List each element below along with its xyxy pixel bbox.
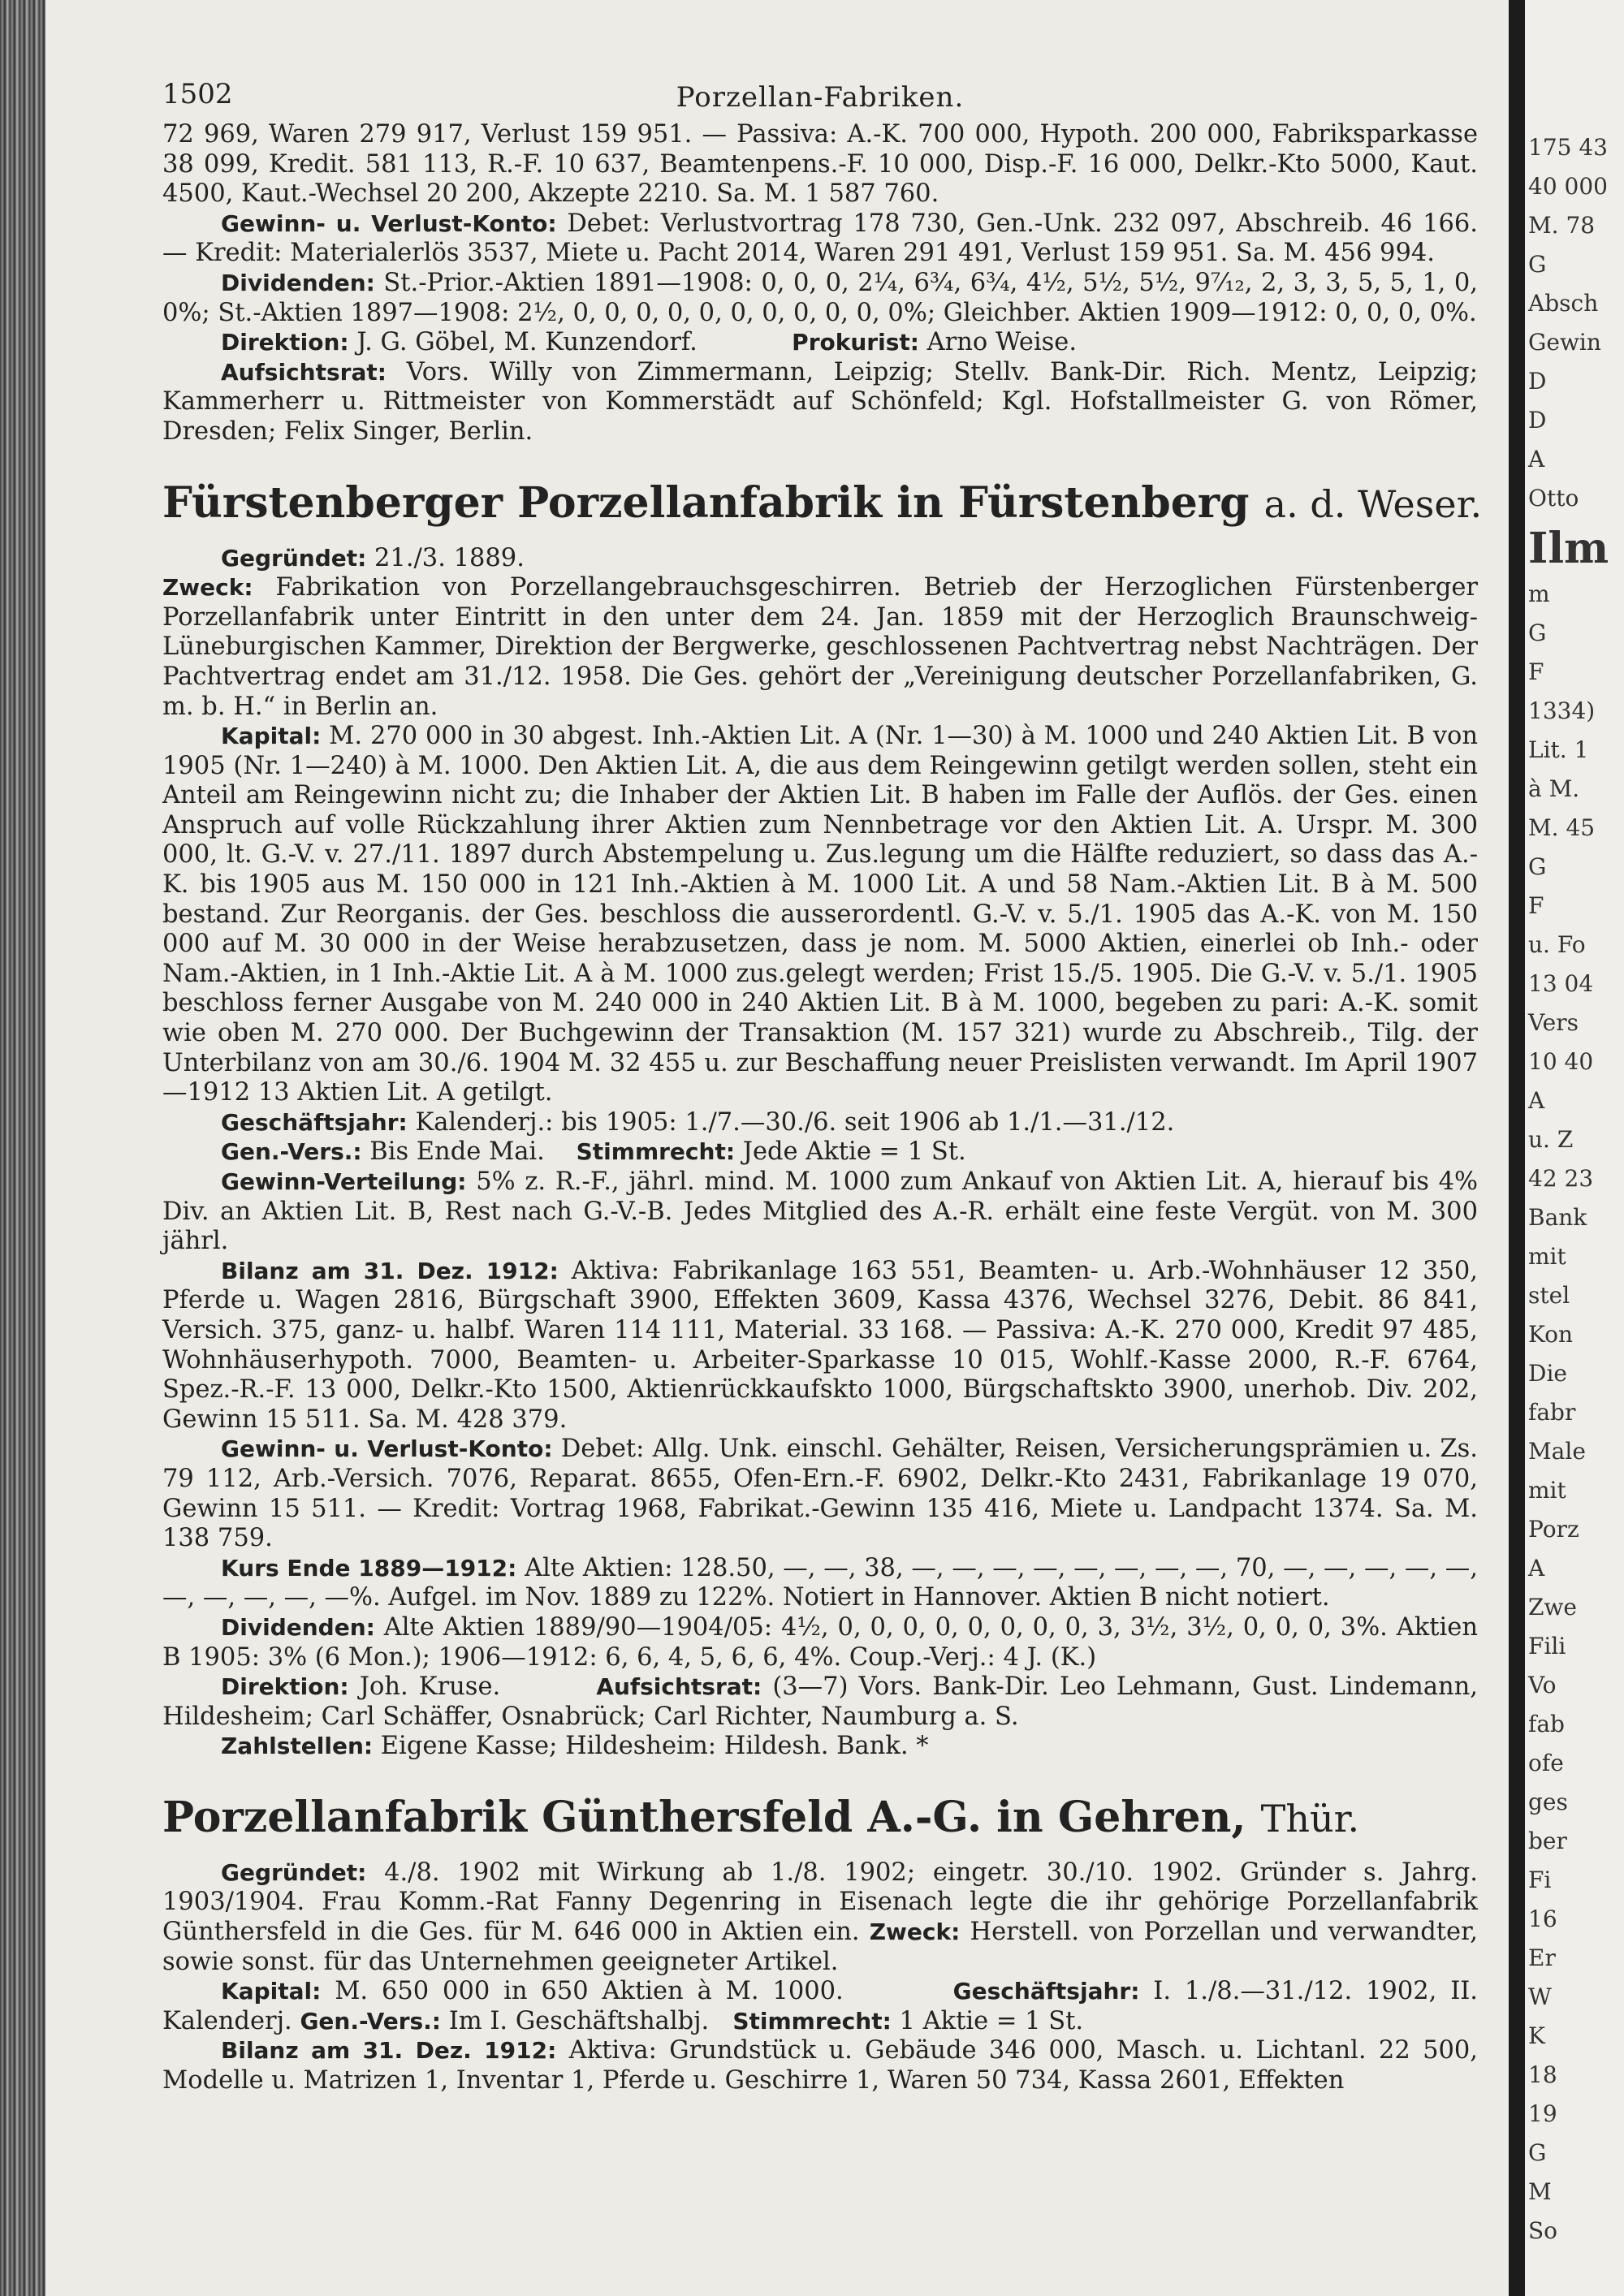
guv-text: Debet: Allg. Unk. einschl. Gehälter, Reisen, Versicherungsprämien u. Zs. 79 112, Arb.-Versich. 7076, Reparat. 8655, Ofen-Ern.-F. 6902, Delkr.-Kto 2431, Fabrikanlage 19 070, Gewinn 15 511. — Kredit: Vortrag 1968, Fabrikat.-Gewinn 135 416, Miete u. Landpacht 1374. Sa. M. 138 759.	[162, 1435, 1478, 1553]
gegruendet-text: 4./8. 1902 mit Wirkung ab 1./8. 1902; eingetr. 30./10. 1902. Gründer s. Jahrg. 1903/1904. Frau Komm.-Rat Fanny Degenring in Eisenach legte die ihr gehörige Porzellanfabrik Günthersfeld in die Ges. für M. 646 000 in Aktien ein.	[162, 1858, 1478, 1947]
margin-fragment: 18	[1528, 2061, 1557, 2088]
margin-fragment: G	[1528, 853, 1547, 880]
guv-paragraph	[162, 1435, 1478, 1553]
prev-bilanz-continuation: 72 969, Waren 279 917, Verlust 159 951. — Passiva: A.-K. 700 000, Hypoth. 200 000, Fabriksparkasse 38 099, Kredit. 581 113, R.-F. 10 637, Beamtenpens.-F. 10 000, Disp.-F. 16 000, Delkr.-Kto 5000, Kaut. 4500, Kaut.-Wechsel 20 200, Akzepte 2210. Sa. M. 1 587 760.	[162, 120, 1478, 209]
margin-fragment: 42 23	[1528, 1165, 1594, 1192]
kurs-label: Kurs Ende 1889—1912:	[221, 1554, 517, 1582]
geschaeftsjahr-label: Geschäftsjahr:	[221, 1108, 408, 1136]
kapital-text: M. 650 000 in 650 Aktien à M. 1000.	[335, 1977, 844, 2006]
margin-fragment: F	[1528, 892, 1544, 919]
company-location: a. d. Weser.	[1263, 481, 1483, 526]
company-name: Porzellanfabrik Günthersfeld A.-G. in Gehren,	[162, 1792, 1246, 1842]
dividenden-label: Dividenden:	[221, 1613, 375, 1641]
gegruendet-paragraph	[162, 544, 1478, 574]
kapital-label: Kapital:	[221, 723, 322, 750]
running-head: Porzellan-Fabriken.	[676, 81, 965, 114]
margin-fragment: u. Fo	[1528, 931, 1586, 958]
margin-fragment: 13 04	[1528, 970, 1594, 997]
margin-fragment: G	[1528, 619, 1547, 646]
margin-fragment: Porz	[1528, 1516, 1579, 1543]
direktion-label: Direktion:	[221, 329, 349, 356]
margin-fragment: Vers	[1528, 1009, 1579, 1036]
gewinnverteilung-text: 5% z. R.-F., jährl. mind. M. 1000 zum Ankauf von Aktien Lit. A, hierauf bis 4% Div. an Aktien Lit. B, Rest nach G.-V.-B. Jedes Mitglied des A.-R. erhält eine feste Vergüt. von M. 300 jährl.	[162, 1167, 1478, 1256]
guv-text: Debet: Verlustvortrag 178 730, Gen.-Unk. 232 097, Abschreib. 46 166. — Kredit: Materialerlös 3537, Miete u. Pacht 2014, Waren 291 491, Verlust 159 951. Sa. M. 456 994.	[162, 209, 1478, 268]
bilanz-paragraph	[162, 2036, 1478, 2095]
margin-fragment: W	[1528, 1983, 1552, 2010]
kurs-paragraph	[162, 1554, 1478, 1613]
company-name: Fürstenberger Porzellanfabrik in Fürstenberg	[162, 477, 1250, 528]
stimmrecht-text: 1 Aktie = 1 St.	[899, 2006, 1084, 2035]
kapital-label: Kapital:	[221, 1978, 322, 2005]
bilanz-label: Bilanz am 31. Dez. 1912:	[221, 2037, 557, 2065]
zahlstellen-label: Zahlstellen:	[221, 1733, 374, 1760]
margin-fragment: Vo	[1528, 1672, 1557, 1698]
page-divider	[1509, 0, 1525, 2296]
zweck-label: Zweck:	[162, 574, 253, 602]
company-title-fuerstenberg	[162, 477, 1483, 529]
margin-fragment: 1334)	[1528, 697, 1596, 724]
zweck-paragraph	[162, 573, 1478, 722]
margin-fragment: Fili	[1528, 1633, 1566, 1659]
margin-fragment: 10 40	[1528, 1048, 1594, 1075]
margin-fragment: D	[1528, 407, 1547, 434]
margin-fragment: M	[1528, 2178, 1552, 2205]
margin-fragment: Die	[1528, 1360, 1567, 1387]
margin-fragment: mit	[1528, 1477, 1566, 1504]
prev-dividenden-paragraph	[162, 269, 1478, 328]
gewinnverteilung-label: Gewinn-Verteilung:	[221, 1168, 467, 1195]
zahlstellen-text: Eigene Kasse; Hildesheim: Hildesh. Bank. *	[380, 1732, 929, 1761]
aufsichtsrat-label: Aufsichtsrat:	[596, 1673, 762, 1701]
margin-fragment: Lit. 1	[1528, 736, 1589, 763]
direktion-label: Direktion:	[221, 1673, 349, 1701]
prev-direktion-paragraph	[162, 328, 1478, 358]
genvers-paragraph	[162, 1137, 1478, 1167]
margin-fragment: M. 45	[1528, 814, 1596, 841]
margin-fragment: ber	[1528, 1828, 1567, 1854]
margin-fragment: fabr	[1528, 1399, 1576, 1426]
margin-fragment: Absch	[1528, 290, 1599, 317]
prev-guv-paragraph	[162, 209, 1478, 269]
adjacent-page-fragment	[1525, 0, 1624, 2296]
page-header	[162, 71, 1478, 120]
bilanz-text: Aktiva: Fabrikanlage 163 551, Beamten- u. Arb.-Wohnhäuser 12 350, Pferde u. Wagen 2816, Bürgschaft 3900, Effekten 3609, Kassa 4376, Wechsel 3276, Debit. 86 841, Versich. 375, ganz- u. halbf. Waren 114 111, Material. 33 168. — Passiva: A.-K. 270 000, Kredit 97 485, Wohnhäuserhypoth. 7000, Beamten- u. Arbeiter-Sparkasse 10 015, Wohlf.-Kasse 2000, R.-F. 6764, Spez.-R.-F. 13 000, Delkr.-Kto 1500, Aktienrückkaufskto 1000, Bürgschaftskto 3900, unerhob. Div. 202, Gewinn 15 511. Sa. M. 428 379.	[162, 1256, 1479, 1434]
company-title-guenthersfeld	[162, 1793, 1478, 1844]
page-number: 1502	[162, 78, 233, 110]
margin-fragment: D	[1528, 368, 1547, 395]
dividenden-paragraph	[162, 1613, 1478, 1672]
direktion-text: Joh. Kruse.	[359, 1672, 501, 1702]
dividenden-label: Dividenden:	[221, 269, 375, 296]
gegruendet-paragraph	[162, 1858, 1478, 1977]
page-content	[162, 71, 1483, 2096]
kapital-text: M. 270 000 in 30 abgest. Inh.-Aktien Lit. A (Nr. 1—30) à M. 1000 und 240 Aktien Lit. B von 1905 (Nr. 1—240) à M. 1000. Den Aktien Lit. A, die aus dem Reingewinn getilgt werden sollen, steht ein Anteil am Reingewinn nicht zu; die Inhaber der Aktien Lit. B haben im Falle der Auflös. der Ges. einen Anspruch auf volle Rückzahlung ihrer Aktien zum Nennbetrage vor den Aktien Lit. A. Urspr. M. 300 000, lt. G.-V. v. 27./11. 1897 durch Abstempelung u. Zus.legung um die Hälfte reduziert, so dass das A.-K. bis 1905 aus M. 150 000 in 121 Inh.-Aktien à M. 1000 Lit. A und 58 Nam.-Aktien Lit. B à M. 500 bestand. Zur Reorganis. der Ges. beschloss die ausserordentl. G.-V. v. 5./1. 1905 das A.-K. von M. 150 000 auf M. 30 000 in der Weise herabzusetzen, dass je nom. M. 5000 Aktien, einerlei ob Inh.- oder Nam.-Aktien, in 1 Inh.-Aktie Lit. A à M. 1000 zus.gelegt werden; Frist 15./5. 1905. Die G.-V. v. 5./1. 1905 beschloss ferner Ausgabe von M. 240 000 in 240 Aktien Lit. B à M. 1000, begeben zu pari: A.-K. somit wie oben M. 270 000. Der Buchgewinn der Transaktion (M. 157 321) wurde zu Abschreib., Tilg. der Unterbilanz von am 30./6. 1904 M. 32 455 u. zur Beschaffung neuer Preislisten verwandt. Im April 1907—1912 13 Aktien Lit. A getilgt.	[162, 722, 1478, 1107]
margin-fragment: K	[1528, 2022, 1545, 2049]
genvers-text: Im I. Geschäftshalbj.	[448, 2006, 710, 2035]
stimmrecht-label: Stimmrecht:	[732, 2007, 892, 2035]
margin-fragment: ofe	[1528, 1750, 1564, 1776]
geschaeftsjahr-paragraph	[162, 1108, 1478, 1138]
margin-fragment: Er	[1528, 1944, 1556, 1971]
margin-fragment: 40 000	[1528, 173, 1608, 200]
margin-fragment: Otto	[1528, 485, 1579, 511]
kapital-paragraph	[162, 722, 1478, 1108]
margin-fragment: stel	[1528, 1282, 1570, 1309]
genvers-text: Bis Ende Mai.	[369, 1137, 545, 1167]
geschaeftsjahr-text: Kalenderj.: bis 1905: 1./7.—30./6. seit 1906 ab 1./1.—31./12.	[415, 1107, 1175, 1137]
stimmrecht-label: Stimmrecht:	[576, 1138, 736, 1166]
margin-fragment: A	[1528, 1087, 1545, 1114]
kurs-text: Alte Aktien: 128.50, —, —, 38, —, —, —, —, —, —, —, —, 70, —, —, —, —, —, —, —, —, —, —%. Aufgel. im Nov. 1889 zu 122%. Notiert in Hannover. Aktien B nicht notiert.	[162, 1553, 1478, 1612]
margin-fragment: A	[1528, 446, 1545, 473]
margin-fragment: Male	[1528, 1438, 1586, 1465]
kapital-paragraph	[162, 1977, 1478, 2036]
guv-label: Gewinn- u. Verlust-Konto:	[221, 1435, 553, 1463]
margin-fragment: Kon	[1528, 1321, 1574, 1348]
margin-fragment: ges	[1528, 1789, 1568, 1815]
gegruendet-label: Gegründet:	[221, 1858, 367, 1886]
margin-fragment: fab	[1528, 1711, 1565, 1737]
margin-fragment: Gewin	[1528, 329, 1601, 356]
prokurist-text: Arno Weise.	[926, 328, 1078, 357]
margin-fragment: A	[1528, 1555, 1545, 1582]
margin-fragment: m	[1528, 580, 1550, 607]
margin-fragment: Ilm	[1528, 524, 1609, 573]
margin-fragment: 16	[1528, 1905, 1557, 1932]
margin-fragment: mit	[1528, 1243, 1566, 1270]
geschaeftsjahr-text: I. 1./8.—31./12. 1902, II. Kalenderj.	[162, 1977, 1478, 2035]
direktion-paragraph	[162, 1672, 1478, 1732]
aufsichtsrat-text: (3—7) Vors. Bank-Dir. Leo Lehmann, Gust. Lindemann, Hildesheim; Carl Schäffer, Osnabrück; Carl Richter, Naumburg a. S.	[162, 1672, 1478, 1731]
aufsichtsrat-label: Aufsichtsrat:	[221, 358, 387, 386]
margin-fragment: M. 78	[1528, 212, 1596, 239]
gewinnverteilung-paragraph	[162, 1167, 1478, 1257]
margin-fragment: à M.	[1528, 775, 1580, 802]
geschaeftsjahr-label: Geschäftsjahr:	[952, 1978, 1140, 2005]
zahlstellen-paragraph	[162, 1732, 1478, 1762]
margin-fragment: So	[1528, 2217, 1558, 2244]
genvers-label: Gen.-Vers.:	[300, 2007, 442, 2035]
stimmrecht-text: Jede Aktie = 1 St.	[742, 1137, 966, 1167]
margin-fragment: F	[1528, 658, 1544, 685]
margin-fragment: Zwe	[1528, 1594, 1577, 1621]
gegruendet-text: 21./3. 1889.	[374, 543, 525, 572]
margin-fragment: 19	[1528, 2100, 1557, 2127]
company-location: Thür.	[1260, 1796, 1360, 1841]
dividenden-text: St.-Prior.-Aktien 1891—1908: 0, 0, 0, 2¼, 6¾, 6¾, 4½, 5½, 5½, 9⁷⁄₁₂, 2, 3, 3, 5, 5, 1, 0, 0%; St.-Aktien 1897—1908: 2½, 0, 0, 0, 0, 0, 0, 0, 0, 0, 0, 0%; Gleichber. Aktien 1909—1912: 0, 0, 0, 0%.	[162, 268, 1479, 327]
dividenden-text: Alte Aktien 1889/90—1904/05: 4½, 0, 0, 0, 0, 0, 0, 0, 0, 3, 3½, 3½, 0, 0, 0, 3%. Aktien B 1905: 3% (6 Mon.); 1906—1912: 6, 6, 4, 5, 6, 6, 4%. Coup.-Verj.: 4 J. (K.)	[162, 1612, 1478, 1672]
guv-label: Gewinn- u. Verlust-Konto:	[221, 209, 557, 237]
genvers-label: Gen.-Vers.:	[221, 1138, 362, 1166]
direktion-text: J. G. Göbel, M. Kunzendorf.	[356, 328, 698, 357]
zweck-label: Zweck:	[869, 1918, 961, 1946]
bilanz-text: Aktiva: Grundstück u. Gebäude 346 000, Masch. u. Lichtanl. 22 500, Modelle u. Matrizen 1, Inventar 1, Pferde u. Geschirre 1, Waren 50 734, Kassa 2601, Effekten	[162, 2036, 1478, 2095]
margin-fragment: Bank	[1528, 1204, 1587, 1231]
margin-fragment: Fi	[1528, 1867, 1552, 1893]
zweck-text: Herstell. von Porzellan und verwandter, sowie sonst. für das Unternehmen geeigneter Artikel.	[162, 1918, 1478, 1976]
margin-fragment: G	[1528, 2139, 1547, 2166]
bilanz-paragraph	[162, 1257, 1478, 1435]
gegruendet-label: Gegründet:	[221, 544, 367, 572]
prev-aufsichtsrat-paragraph	[162, 358, 1478, 447]
margin-fragment: 175 43	[1528, 134, 1608, 161]
margin-fragment: u. Z	[1528, 1126, 1574, 1153]
book-binding-gutter	[0, 0, 45, 2296]
margin-fragment: G	[1528, 251, 1547, 278]
bilanz-label: Bilanz am 31. Dez. 1912:	[221, 1257, 559, 1284]
prokurist-label: Prokurist:	[792, 329, 919, 356]
zweck-text: Fabrikation von Porzellangebrauchsgeschirren. Betrieb der Herzoglichen Fürstenberger Porzellanfabrik unter Eintritt in den unter dem 24. Jan. 1859 mit der Herzoglich Braunschweig-Lüneburgischen Kammer, Direktion der Bergwerke, geschlossenen Pachtvertrag nebst Nachträgen. Der Pachtvertrag endet am 31./12. 1958. Die Ges. gehört der „Vereinigung deutscher Porzellanfabriken, G. m. b. H.“ in Berlin an.	[162, 573, 1478, 721]
aufsichtsrat-text: Vors. Willy von Zimmermann, Leipzig; Stellv. Bank-Dir. Rich. Mentz, Leipzig; Kammerherr u. Rittmeister von Kommerstädt auf Schönfeld; Kgl. Hofstallmeister G. von Römer, Dresden; Felix Singer, Berlin.	[162, 357, 1478, 446]
